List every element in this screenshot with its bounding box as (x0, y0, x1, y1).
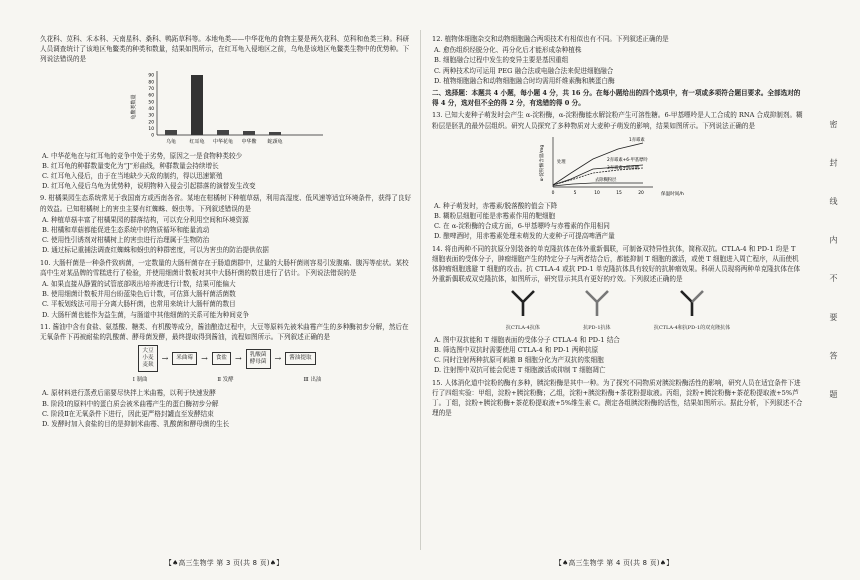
antibody-ctla4-label: 抗CTLA-4抗体 (505, 324, 540, 331)
q13-option-a: A. 种子萌发时，赤霉素/脱落酸的值会下降 (434, 201, 558, 210)
q8-option-d: D. 红耳龟入侵后乌龟为优势种，说明物种入侵会引起群落的演替发生改变 (42, 182, 256, 191)
svg-text:中华鳖: 中华鳖 (241, 138, 257, 145)
q8-ytick-label: 40 (148, 106, 154, 112)
series-no-aleurone (553, 183, 643, 186)
arrow-icon: → (161, 353, 169, 363)
q12-stem: 12. 植物体细胞杂交和动物细胞融合两项技术有相似也有不同。下列叙述正确的是 (432, 35, 669, 43)
arrow-icon: → (235, 353, 242, 363)
q8-ytick-label: 60 (148, 93, 154, 99)
q13-xtick-label: 5 (573, 190, 577, 196)
q13-chart-xlabel: 保温时间/h (661, 191, 684, 197)
bar-wugui (165, 130, 177, 135)
arrow-icon: → (274, 353, 282, 363)
q14-option-c: C. 同时注射两种抗原可刺激 B 细胞分化为产双抗的浆细胞 (434, 356, 604, 365)
stage-3-label: Ⅲ 出油 (303, 377, 322, 384)
q10-option-d: D. 大肠杆菌也能作为益生菌，与肠道中其他细菌的关系可能为种间竞争 (42, 310, 250, 319)
flow-box-salt: 食盐 (212, 352, 231, 365)
bar-honger (191, 75, 203, 135)
svg-text:红耳龟: 红耳龟 (189, 138, 205, 145)
q8-ytick-label: 90 (148, 73, 154, 79)
q12-option-b: B. 细胞融合过程中发生的变异主要是基因重组 (434, 56, 569, 65)
flow-box-extract: 酱油提取 (285, 352, 315, 365)
svg-text:蛇颈龟: 蛇颈龟 (267, 138, 283, 145)
q13-option-c: C. 在 α-淀粉酶的合成方面，6-甲基嘌呤与赤霉素的作用相同 (434, 222, 610, 231)
q14-option-d: D. 注射图中双抗可能会促进 T 细胞激活或抑制 T 细胞凋亡 (434, 366, 606, 375)
q11-option-c: C. 阶段Ⅱ在无氧条件下进行，因此更严格封罐直至发酵结束 (42, 409, 214, 418)
q15-stem: 15. 人体消化道中淀粉的酶有多种，胰淀粉酶是其中一种。为了探究不同物质对胰淀粉酶活性的影响，研究人员在适宜条件下进行了四组实验：甲组，淀粉+胰淀粉酶；乙组，淀粉+胰淀粉酶+茶花粉提取液。丙组，淀粉+胰淀粉酶+茶花粉提取液+5%芦丁。丁组，淀粉+胰淀粉酶+茶花粉提取液+5%维生素 C。测定各组胰淀粉酶的活性，结果如图所示。据此分析，下列叙述不合理的是 (432, 378, 803, 418)
q11-stem: 11. 酱油中含有食盐、氨基酸、糖类、有机酸等成分，酱油酿造过程中，大豆等原料先被米曲霉产生的多种酶初步分解，然后在无氧条件下再被耐盐的乳酸菌、酵母菌发酵，最终提取得到酱油，流程如图所示。下列叙述正确的是 (40, 322, 409, 342)
page-4 (424, 0, 810, 580)
q9-option-b: B. 柑橘和草菇都能促进生态系统中的物质循环和能量流动 (42, 226, 210, 235)
arrow-icon: → (201, 353, 208, 363)
antibody-ctla4 (506, 288, 540, 332)
page-4-footer: 【♠高三生物学 第 4 页(共 8 页)♠】 (555, 558, 674, 567)
q8-ytick-label: 20 (148, 119, 154, 125)
q14-option-b: B. 筛选图中双抗时需要使用 CTLA-4 和 PD-1 两种抗原 (434, 346, 599, 355)
svg-text:乌龟: 乌龟 (165, 138, 177, 145)
page-3-footer: 【♠高三生物学 第 3 页(共 8 页)♠】 (165, 558, 284, 567)
q13-xtick-label: 10 (594, 190, 600, 196)
q14-option-a: A. 图中双抗能和 T 细胞表面的受体分子 CTLA-4 和 PD-1 结合 (434, 335, 620, 344)
q8-option-b: B. 红耳龟的种群数量变化为“J”形曲线，种群数量会持续增长 (42, 161, 219, 170)
q10-option-a: A. 如果直接从静置的试管底部吸出培养液进行计数，结果可能偏大 (42, 280, 236, 289)
antibody-bispecific (654, 288, 730, 332)
q8-ytick-label: 10 (148, 126, 154, 132)
q10-option-b: B. 使用细菌计数板并用台盼蓝染色后计数，可估算大肠杆菌活菌数 (42, 290, 236, 299)
q13-xtick-label: 0 (551, 190, 555, 196)
q13-chart (432, 133, 804, 199)
q11-option-d: D. 发酵时加入食盐的目的是抑制米曲霉、乳酸菌和酵母菌的生长 (42, 420, 230, 429)
stage-2-label: Ⅱ 发酵 (217, 377, 234, 384)
q13-stem: 13. 已知大麦种子萌发时会产生 α-淀粉酶，α-淀粉酶能水解淀粉产生可溶性糖。6-甲基嘌呤是人工合成的 RNA 合成抑制剂。糊粉层是胚乳的最外层组织。研究人员探究了多种物质对大麦种子萌发的影响，结果如图所示。下列说法正确的是 (432, 111, 803, 130)
q13-xtick-label: 15 (616, 190, 622, 196)
antibody-bispecific-label: 抗CTLA-4和抗PD-1的双克隆抗体 (653, 324, 731, 331)
q8-intro: 久花科、苋科、禾本科、天南星科、桑科、鸭跖草科等。本地龟类——中华花龟的食物主要是两久花科、苋科和鱼类三种。科研人员调查统计了该地区龟鳖类的种类和数量，结果如图所示，在红耳龟入侵地区之前，乌龟是该地区龟鳖类生物中的优势种。下列说法错误的是 (40, 35, 410, 64)
q14-antibody-figure (432, 288, 804, 332)
q10-option-c: C. 平板划线法可用于分离大肠杆菌，也常用来统计大肠杆菌的数目 (42, 300, 236, 309)
section-2-heading: 二、选择题：本题共 4 小题，每小题 4 分，共 16 分。在每小题给出的四个选项中，有一项或多项符合题目要求。全部选对的得 4 分，选对但不全的得 2 分，有选错的得 0 分。 (432, 89, 801, 108)
q11-option-b: B. 阶段Ⅰ的原料中的蛋白质会被米曲霉产生的蛋白酶初步分解 (42, 399, 219, 408)
svg-text:中华花龟: 中华花龟 (212, 138, 234, 145)
q12-option-d: D. 植物细胞融合和动物细胞融合时均需用纤维素酶和胰蛋白酶 (434, 76, 615, 85)
q13-xtick-label: 20 (638, 190, 644, 196)
bar-zhonghua (217, 130, 229, 135)
antibody-icon (580, 288, 614, 318)
q13-option-b: B. 糊粉层细胞可能是赤霉素作用的靶细胞 (434, 212, 556, 221)
q13-label-2: 2赤霉素+6-甲基嘌呤 (607, 157, 648, 163)
q8-ytick-label: 70 (148, 86, 154, 92)
q8-ytick-label: 80 (148, 79, 154, 85)
bar-zhongbie (243, 131, 255, 135)
q9-option-c: C. 使用性引诱剂对柑橘树上的害虫进行治理属于生物防治 (42, 236, 210, 245)
binding-line-note: 密 封 线 内 不 要 答 题 (829, 120, 838, 412)
antibody-icon (675, 288, 709, 318)
q13-label-3: 3赤霉素+脱落酸 (607, 165, 640, 171)
flow-box-ferment: 乳酸菌 酵母菌 (246, 349, 271, 369)
q11-option-a: A. 原材料进行蒸煮后需要尽快拌上米曲霉，以利于快速发酵 (42, 389, 216, 398)
q13-label-1: 1赤霉素 (629, 137, 645, 143)
q8-option-a: A. 中华花龟在与红耳龟的竞争中处于劣势，原因之一是食物种类较少 (42, 151, 243, 160)
q13-label-5: 处理 (557, 159, 566, 165)
antibody-icon (506, 288, 540, 318)
q9-option-d: D. 通过标记重捕法调查红蜘蛛和蚜虫的种群密度，可以为害虫的防治提供依据 (42, 246, 269, 255)
q11-flowchart (40, 345, 414, 385)
q8-ytick-label: 30 (148, 113, 154, 119)
bar-other (269, 132, 281, 135)
q8-option-c: C. 红耳龟入侵后，由于在当地缺少天敌的制约，得以迅速繁殖 (42, 172, 223, 181)
q13-label-4: 去除糊粉层 (595, 177, 617, 183)
q13-option-d: D. 酿啤酒时，用赤霉素处理未萌发的大麦种子可提高啤酒产量 (434, 232, 615, 241)
flow-box-mold: 米曲霉 (172, 352, 197, 365)
q10-stem: 10. 大肠杆菌是一种条件致病菌，一定数量的大肠杆菌存在于肠道菌群中，过量的大肠杆菌则容易引发腹痛、腹泻等症状。某校高中生对某品牌的雪糕进行了检验，并使用细菌计数板对其中大肠杆菌的数目进行了估计。下列说法错误的是 (40, 258, 409, 277)
q14-stem: 14. 将由两种不同的抗原分别装备的单克隆抗体在体外重新偶联，可制备双特异性抗体，简称双抗。CTLA-4 和 PD-1 均是 T 细胞表面的受体分子，肿瘤细胞产生的特定分子与两者结合后，都能抑制 T 细胞的激活，或使 T 细胞进入周亡程序，从而使机体肿瘤细胞逃避 T 细胞的攻击。抗 CTLA-4 或抗 PD-1 单克隆抗体具有较好的抗肿瘤效果。科研人员现将两种单克隆抗体在体外重新偶联成双克隆抗体，如图所示，研究显示其具有更好的疗效。下列叙述正确的是 (432, 244, 801, 284)
q8-ytick-label: 50 (148, 99, 154, 105)
q8-chart-ylabel: 龟鳖类数量 (131, 94, 137, 120)
q12-option-a: A. 愈伤组织经脱分化、再分化后才能形成杂种植株 (434, 46, 582, 55)
q12-option-c: C. 两种技术均可运用 PEG 融合法或电融合法来促进细胞融合 (434, 66, 614, 75)
q13-chart-ylabel: α-淀粉酶含量/mg (540, 144, 545, 182)
antibody-pd1 (580, 288, 614, 332)
page-3 (0, 0, 424, 580)
q8-ytick-label: 0 (151, 133, 154, 139)
stage-1-label: Ⅰ 制曲 (132, 377, 148, 384)
q8-chart (40, 67, 414, 149)
q9-stem: 9. 柑橘果园生态系统常见于我国南方或西南各省。某地在柑橘树下种植草菇，利用高湿度、低风速等适宜环境条件，获得了良好的效益。已知柑橘树上的害虫主要有红蜘蛛、蚜虫等。下列叙述错误的是 (40, 194, 412, 213)
flow-box-raw: 大豆 小麦 麦麸 (138, 345, 157, 372)
antibody-pd1-label: 抗PD-1抗体 (583, 324, 611, 331)
q9-option-a: A. 种植草菇丰富了柑橘果园的群落结构，可以充分利用空间和环境资源 (42, 215, 249, 224)
